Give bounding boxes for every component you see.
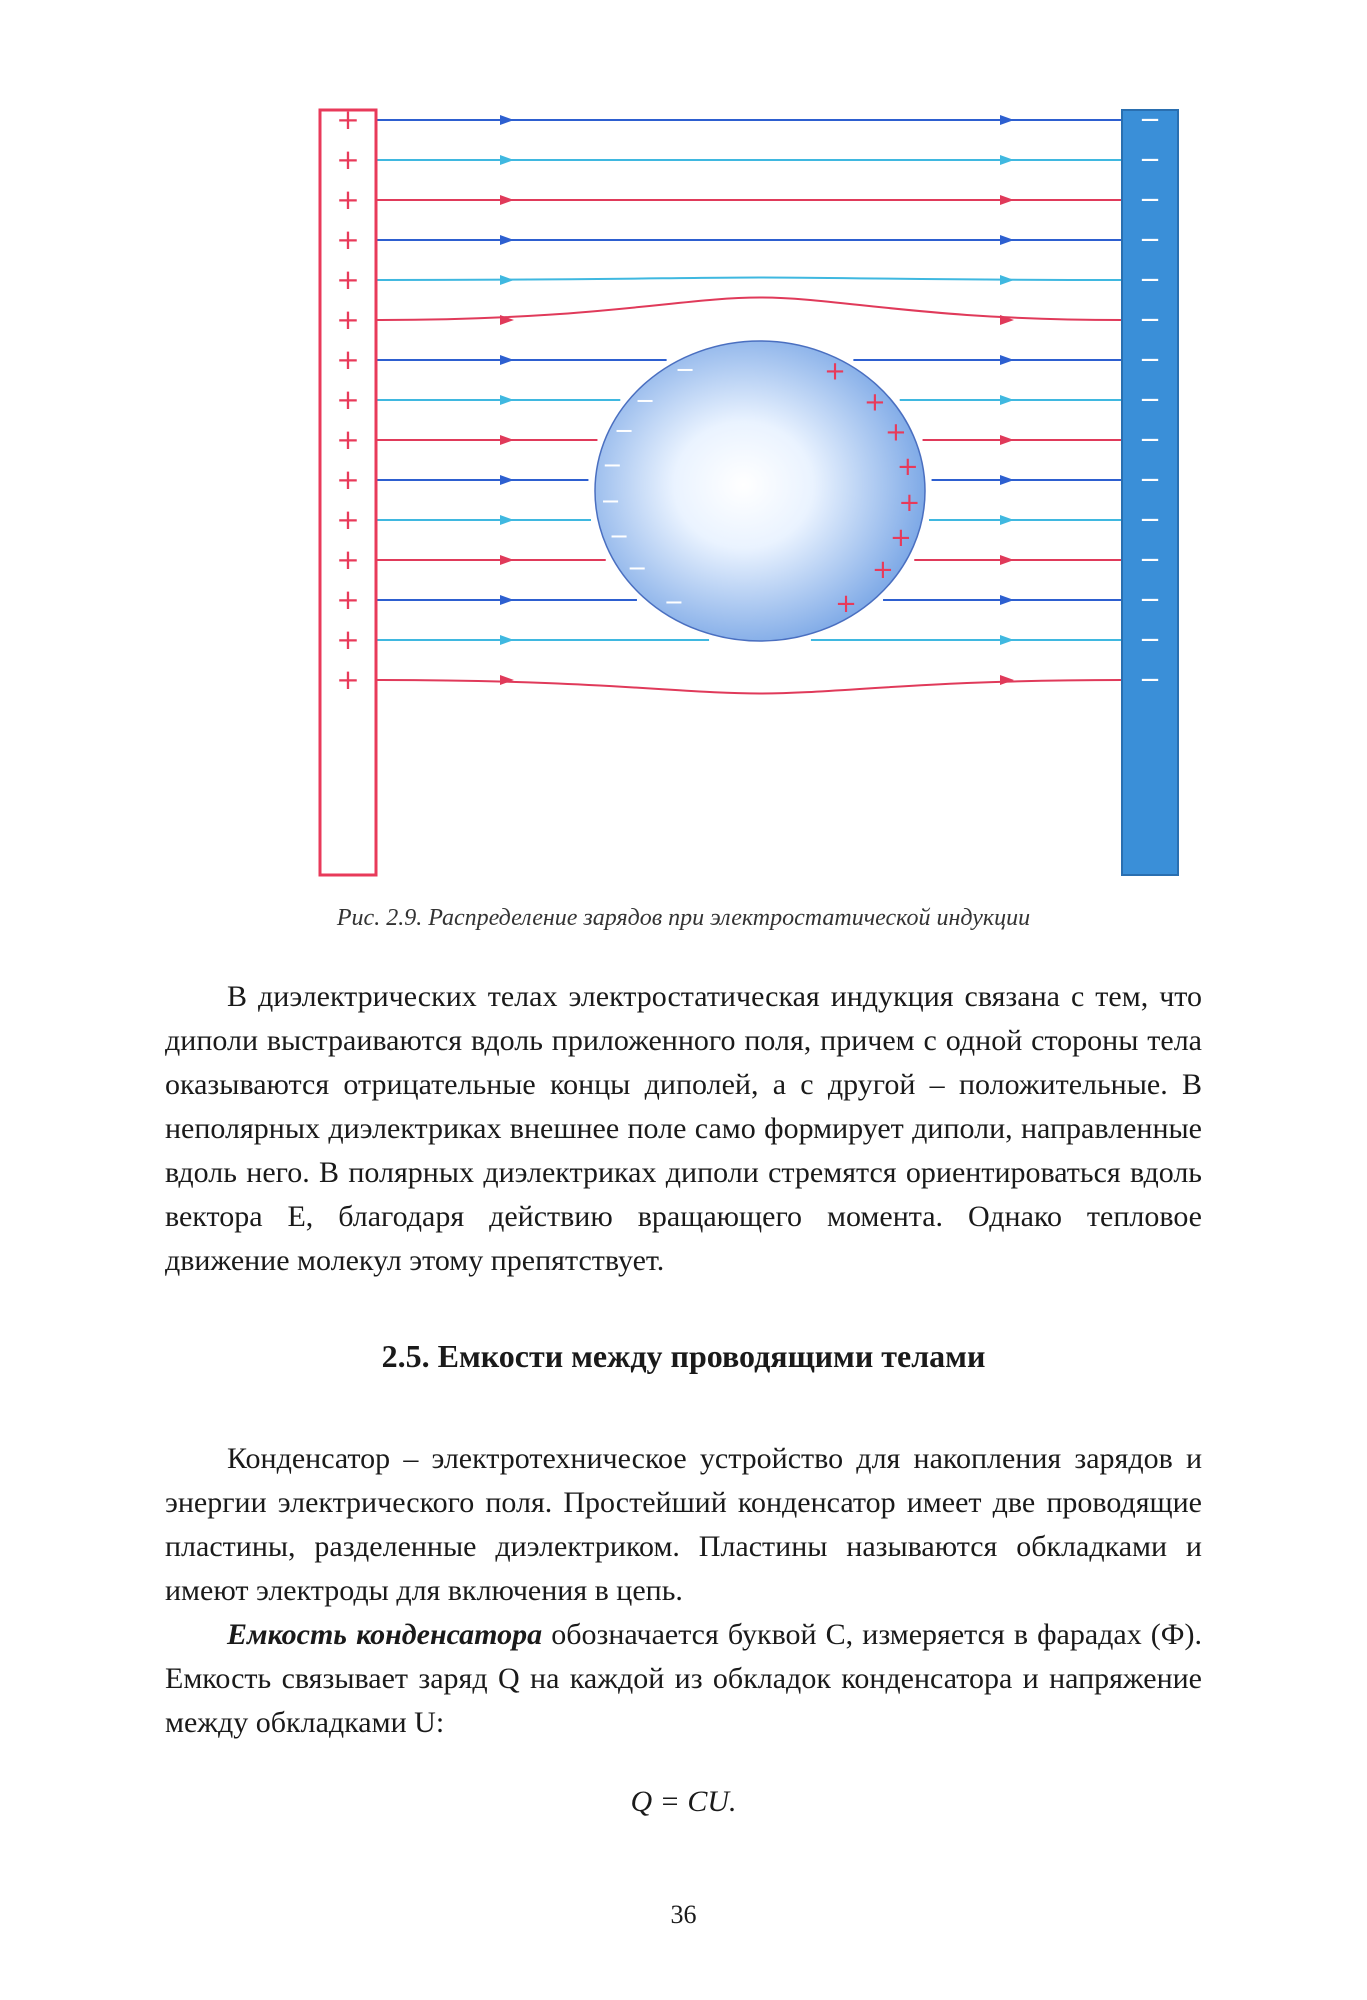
plus-sign: + bbox=[336, 463, 360, 496]
induced-minus: − bbox=[674, 355, 696, 384]
minus-sign: − bbox=[1139, 545, 1161, 575]
formula: Q = CU. bbox=[630, 1785, 737, 1818]
figure-caption: Рис. 2.9. Распределение зарядов при электростатической индукции bbox=[336, 905, 1031, 931]
field-arrow bbox=[1000, 195, 1014, 205]
plus-sign: + bbox=[336, 383, 360, 416]
induced-plus: + bbox=[885, 417, 907, 448]
field-arrow bbox=[1000, 155, 1014, 165]
minus-sign: − bbox=[1139, 505, 1161, 535]
field-line bbox=[376, 298, 1122, 321]
field-arrow bbox=[500, 115, 514, 125]
field-arrow bbox=[1000, 435, 1014, 445]
field-arrow bbox=[1000, 675, 1014, 685]
plus-sign: + bbox=[336, 103, 360, 136]
field-arrow bbox=[1000, 515, 1014, 525]
induced-minus: − bbox=[627, 554, 648, 583]
minus-sign: − bbox=[1139, 385, 1161, 415]
field-arrow bbox=[500, 475, 514, 485]
field-arrow bbox=[500, 435, 514, 445]
induced-plus: + bbox=[898, 488, 921, 519]
minus-sign: − bbox=[1139, 225, 1161, 255]
field-arrow bbox=[1000, 555, 1014, 565]
minus-sign: − bbox=[1139, 345, 1161, 375]
field-arrow bbox=[500, 635, 514, 645]
electrostatic-induction-figure bbox=[300, 95, 1200, 895]
plus-sign: + bbox=[336, 583, 360, 616]
induced-plus: + bbox=[864, 387, 886, 418]
minus-sign: − bbox=[1139, 185, 1161, 215]
induced-minus: − bbox=[613, 416, 635, 445]
induced-minus: − bbox=[608, 522, 630, 551]
field-line bbox=[376, 680, 1122, 694]
induced-minus: − bbox=[602, 451, 623, 480]
field-arrow bbox=[500, 355, 514, 365]
minus-sign: − bbox=[1139, 425, 1161, 455]
field-arrow bbox=[500, 675, 514, 685]
minus-sign: − bbox=[1139, 465, 1161, 495]
plus-sign: + bbox=[336, 423, 360, 456]
plus-sign: + bbox=[336, 223, 360, 256]
paragraph-dielectric: В диэлектрических телах электростатическая индукция связана с тем, что диполи выстраиваются вдоль приложенного поля, причем с одной стороны тела оказываются отрицательные концы диполей, а с другой – положительные. В неполярных диэлектриках внешнее поле само формирует диполи, направленные вдоль него. В полярных диэлектриках диполи стремятся ориентироваться вдоль вектора E, благодаря действию вращающего момента. Однако тепловое движение молекул этому препятствует. bbox=[165, 980, 1202, 1277]
induced-minus: − bbox=[635, 386, 656, 415]
plus-sign: + bbox=[336, 543, 360, 576]
section-heading: 2.5. Емкости между проводящими телами bbox=[381, 1338, 986, 1374]
minus-sign: − bbox=[1139, 585, 1161, 615]
field-arrow bbox=[500, 235, 514, 245]
field-arrow bbox=[1000, 275, 1014, 285]
field-arrow bbox=[500, 515, 514, 525]
field-arrow bbox=[500, 195, 514, 205]
plus-sign: + bbox=[336, 263, 360, 296]
induced-plus: + bbox=[871, 555, 894, 586]
field-arrow bbox=[1000, 355, 1014, 365]
plate-plus-signs bbox=[336, 103, 359, 696]
page-number: 36 bbox=[670, 1900, 697, 1929]
field-arrow bbox=[500, 555, 514, 565]
field-arrow bbox=[500, 595, 514, 605]
plus-sign: + bbox=[336, 183, 360, 216]
paragraph-capacitor: Конденсатор – электротехническое устройство для накопления зарядов и энергии электрического поля. Простейший конденсатор имеет две проводящие пластины, разделенные диэлектриком. Пластины называются обкладками и имеют электроды для включения в цепь. bbox=[165, 1442, 1202, 1607]
plus-sign: + bbox=[336, 343, 360, 376]
plus-sign: + bbox=[336, 663, 360, 696]
induced-plus: + bbox=[835, 589, 857, 620]
field-arrow bbox=[1000, 475, 1014, 485]
field-arrow bbox=[1000, 235, 1014, 245]
minus-sign: − bbox=[1139, 665, 1161, 695]
minus-sign: − bbox=[1139, 265, 1161, 295]
induced-plus: + bbox=[824, 356, 846, 387]
minus-sign: − bbox=[1139, 145, 1161, 175]
plus-sign: + bbox=[336, 503, 360, 536]
field-arrow bbox=[1000, 395, 1014, 405]
induced-minus: − bbox=[663, 588, 685, 617]
induced-minus: − bbox=[600, 487, 621, 516]
plus-sign: + bbox=[336, 303, 360, 336]
field-arrow bbox=[1000, 595, 1014, 605]
plus-sign: + bbox=[336, 623, 360, 656]
field-arrow bbox=[500, 275, 514, 285]
plus-sign: + bbox=[336, 143, 360, 176]
field-arrow bbox=[1000, 115, 1014, 125]
induced-plus: + bbox=[890, 523, 912, 554]
plate-minus-signs bbox=[1139, 105, 1161, 695]
minus-sign: − bbox=[1139, 305, 1161, 335]
term-capacitance: Емкость конденсатора bbox=[227, 1618, 543, 1651]
field-arrow bbox=[500, 155, 514, 165]
paragraph-capacitance: Емкость конденсатора обозначается буквой C, измеряется в фарадах (Ф). Емкость связывает заряд Q на каждой из обкладок конденсатора и напряжение между обкладками U: bbox=[165, 1618, 1202, 1739]
field-arrow bbox=[1000, 635, 1014, 645]
induced-plus: + bbox=[896, 452, 919, 483]
minus-sign: − bbox=[1139, 105, 1161, 135]
minus-sign: − bbox=[1139, 625, 1161, 655]
field-arrow bbox=[500, 395, 514, 405]
